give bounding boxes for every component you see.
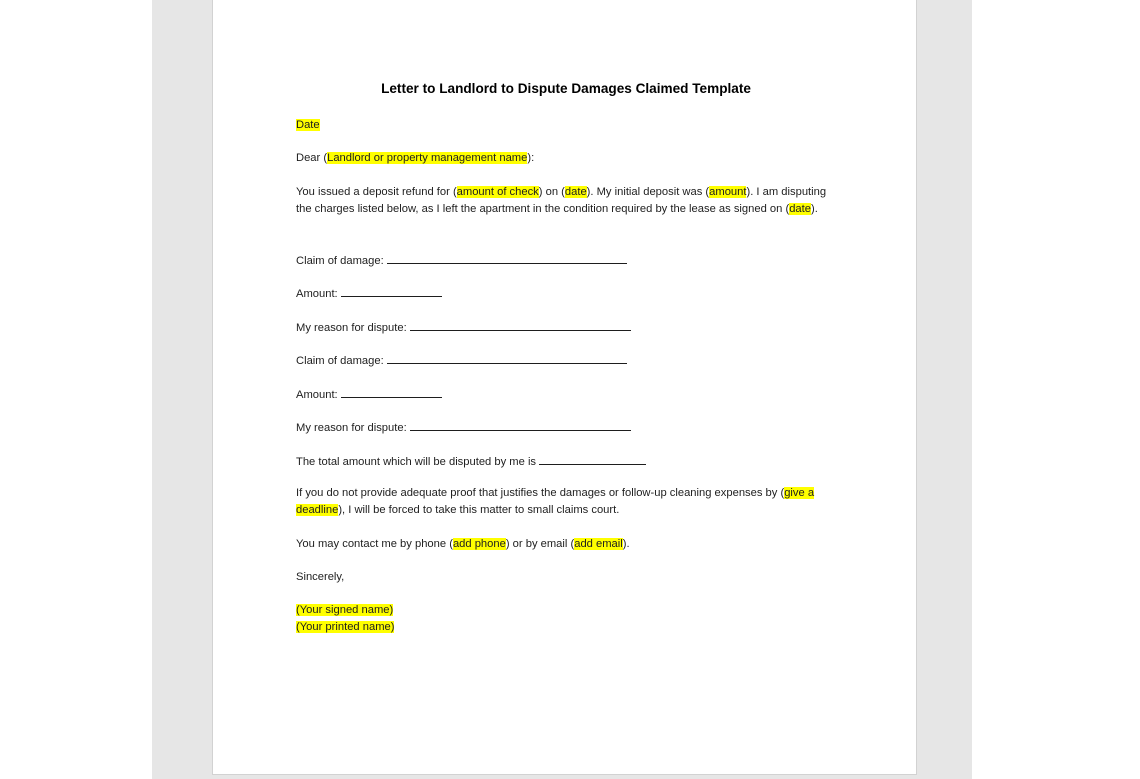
intro-text-2: ) on (	[538, 186, 565, 198]
document-title: Letter to Landlord to Dispute Damages Claimed Template	[381, 81, 751, 96]
signed-name-placeholder[interactable]: (Your signed name)	[296, 604, 394, 616]
reason-label: My reason for dispute:	[296, 322, 407, 334]
intro-text-1: You issued a deposit refund for (	[296, 186, 457, 198]
date-line	[296, 117, 320, 134]
phone-placeholder[interactable]: add phone	[452, 538, 506, 550]
claim-blank[interactable]	[387, 251, 627, 264]
amount-label: Amount:	[296, 288, 338, 300]
closing-line: Sincerely,	[296, 571, 345, 583]
proof-text-1: If you do not provide adequate proof that justifies the damages or follow-up cleaning expenses by (	[296, 487, 785, 499]
printed-name-placeholder[interactable]: (Your printed name)	[296, 621, 395, 633]
reason-blank[interactable]	[410, 418, 631, 431]
amount-of-check-placeholder[interactable]: amount of check	[456, 186, 539, 198]
claim-line	[296, 351, 627, 370]
document-page	[212, 0, 917, 775]
email-placeholder[interactable]: add email	[574, 538, 623, 550]
intro-text-3: ). My initial deposit was (	[586, 186, 710, 198]
amount-blank[interactable]	[341, 385, 442, 398]
printed-name-line	[296, 619, 394, 636]
total-blank[interactable]	[539, 452, 646, 465]
proof-paragraph	[296, 485, 841, 519]
lease-date-placeholder[interactable]: date	[789, 203, 811, 215]
claim-label: Claim of damage:	[296, 255, 384, 267]
reason-blank[interactable]	[410, 318, 631, 331]
deadline-placeholder[interactable]: give a deadline	[296, 487, 815, 516]
reason-line	[296, 418, 631, 437]
claim-blank[interactable]	[387, 351, 627, 364]
amount-label: Amount:	[296, 389, 338, 401]
amount-blank[interactable]	[341, 284, 442, 297]
refund-date-placeholder[interactable]: date	[564, 186, 587, 198]
contact-text-1: You may contact me by phone (	[296, 538, 453, 550]
greeting-line	[296, 150, 534, 167]
intro-text-5: ).	[810, 203, 818, 215]
total-line	[296, 452, 646, 471]
claim-label: Claim of damage:	[296, 355, 384, 367]
date-placeholder[interactable]: Date	[296, 119, 320, 131]
reason-label: My reason for dispute:	[296, 422, 407, 434]
signed-name-line	[296, 602, 393, 619]
amount-line	[296, 385, 442, 404]
amount-line	[296, 284, 442, 303]
reason-line	[296, 318, 631, 337]
landlord-name-placeholder[interactable]: Landlord or property management name	[327, 152, 528, 164]
proof-text-2: ), I will be forced to take this matter to small claims court.	[338, 504, 620, 516]
intro-paragraph	[296, 184, 841, 218]
total-label: The total amount which will be disputed by me is	[296, 456, 537, 468]
greeting-suffix: ):	[527, 152, 535, 164]
claim-line	[296, 251, 627, 270]
greeting-prefix: Dear (	[296, 152, 328, 164]
intro-text-4: ). I am disputing the charges listed below, as I left the apartment in the condition required by the lease as signed on (	[296, 186, 827, 215]
contact-line	[296, 536, 630, 553]
contact-text-2: ) or by email (	[505, 538, 575, 550]
deposit-amount-placeholder[interactable]: amount	[709, 186, 747, 198]
contact-text-3: ).	[622, 538, 630, 550]
